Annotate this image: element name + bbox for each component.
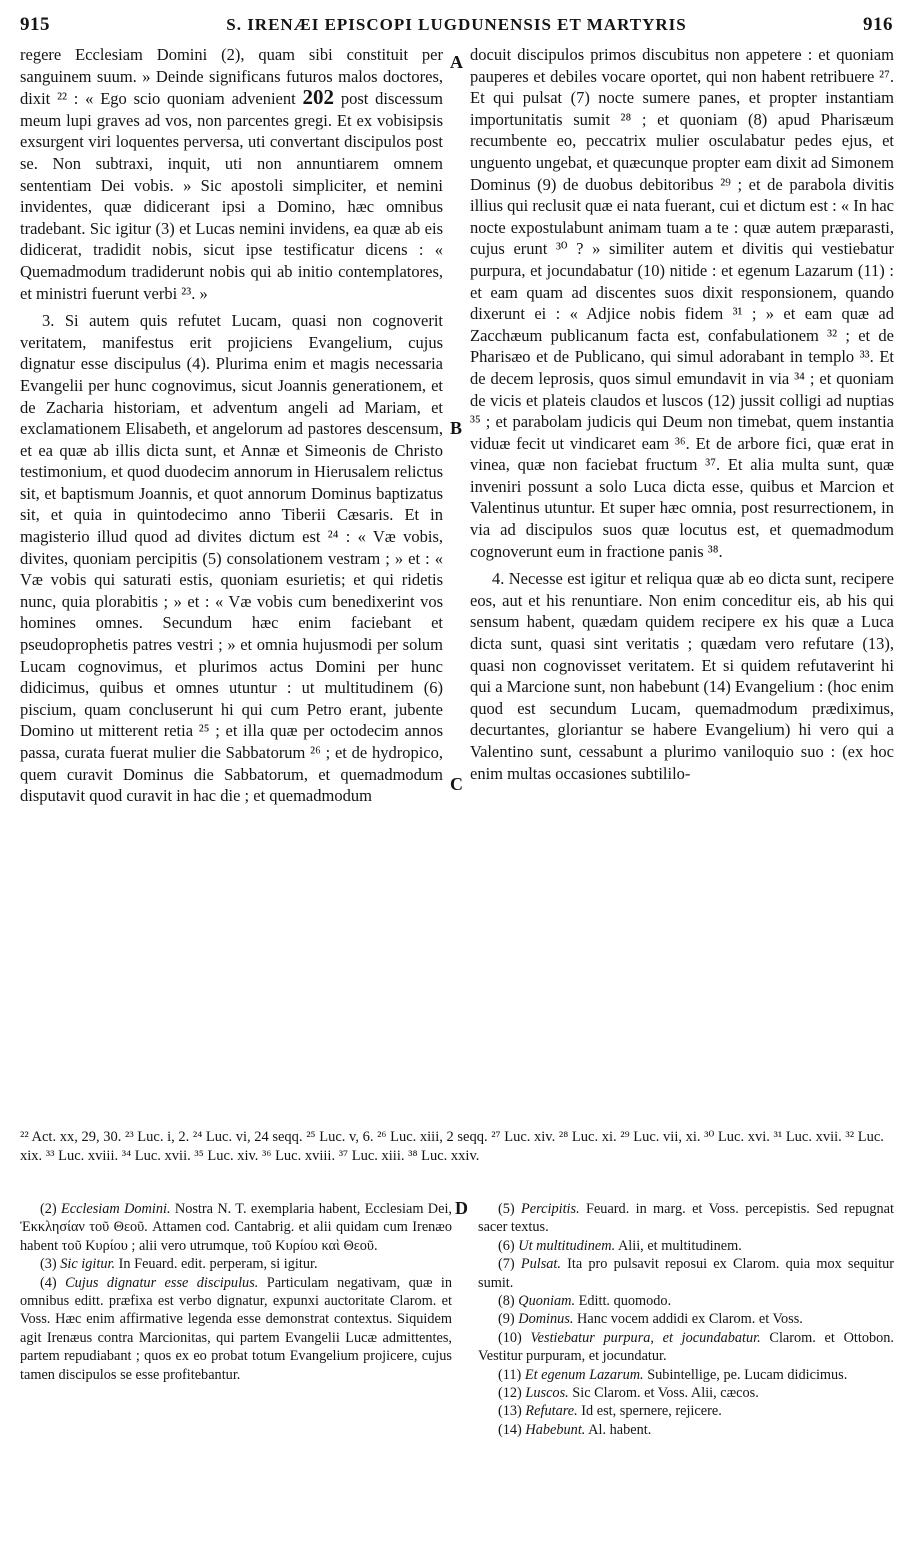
footnote [478, 1421, 894, 1439]
paragraph: 4. Necesse est igitur et reliqua quæ ab eo dicta sunt, recipere eos, aut et his renuntiare. Non enim conceditur eis, ab his qui sensum habent, quædam quidem recipere ex his quæ a Luca dicta sunt, quasi sint veritatis ; quædam vero refutare (13), quasi non cognovisset veritatem. Et si quidem refutaverint hi qui a Marcione sunt, non habebunt (14) Evangelium : (hoc enim quod est secundum Lucam, quemadmodum prædiximus, decurtantes, gloriantur se habere Evangelium) hi vero qui a Valentino sunt, cessabunt a plurimo vaniloquio suo : (ex hoc enim multas occasiones subtililo- [470, 569, 894, 783]
footnotes-right [478, 1200, 894, 1439]
reference-item: ³² Luc. xix. [20, 1129, 884, 1164]
reference-item: ³⁴ Luc. xvii. [121, 1148, 191, 1164]
footnote [20, 1200, 452, 1255]
footnote-lemma: Vestiebatur purpura, et jocundabatur. [530, 1329, 761, 1346]
footnote-text: Particulam negativam, quæ in omnibus editt. præfixa est verbo dignatur, expunxi auctoritate Clarom. et Voss. Hæc enim affirmative legenda esse demonstrat contextus. Siquidem agit Irenæus contra Marcionitas, qui partem Evangelii Lucæ admittentes, partem repudiabant ; quos ex eo probat totum Evangelium projicere, cujus tamen discipulos se esse profitebantur. [20, 1274, 453, 1383]
footnote [478, 1200, 894, 1237]
footnote-label: (4) [40, 1274, 66, 1291]
footnote-text: Editt. quomodo. [575, 1293, 672, 1310]
footnote-lemma: Cujus dignatur esse discipulus. [65, 1274, 259, 1291]
footnote-text: Ita pro pulsavit reposui ex Clarom. quia mox sequitur sumit. [478, 1256, 894, 1291]
footnote-lemma: Et egenum Lazarum. [524, 1366, 644, 1383]
reference-item: ²⁵ Luc. v, 6. [306, 1129, 374, 1145]
footnote-text: Id est, spernere, rejicere. [577, 1403, 722, 1420]
footnote-label: (3) [40, 1256, 61, 1273]
page-number-left: 915 [20, 14, 50, 35]
margin-marker-c: C [450, 774, 463, 794]
scripture-references [20, 1128, 893, 1166]
left-text-column [20, 44, 443, 807]
paragraph: regere Ecclesiam Domini (2), quam sibi constituit per sanguinem suum. » Deinde significans futuros malos doctores, dixit ²² : « Ego scio quoniam advenient 202 post discessum meum lupi graves ad vos, non parcentes gregi. Et ex vobisipsis exsurgent viri loquentes perversa, uti convertant discipulos post se. Non subtraxi, inquit, uti non annuntiarem omnem sententiam Dei vobis. » Sic apostoli simpliciter, et nemini invidentes, quæ didicerant ipsi a Domino, hæc omnibus tradebant. Sic igitur (3) et Lucas nemini invidens, ea quæ ab eis didicerat, tradidit nobis, sicut ipse testificatur dicens : « Quemadmodum tradiderunt nobis qui ab initio contemplatores, et ministri fuerunt verbi ²³. » [20, 45, 443, 303]
footnote-text: Al. habent. [585, 1421, 652, 1438]
reference-item: ³⁵ Luc. xiv. [194, 1148, 259, 1164]
footnote-text: Hanc vocem addidi ex Clarom. et Voss. [573, 1311, 803, 1328]
margin-marker-b: B [450, 418, 463, 438]
footnote-lemma: Ecclesiam Domini. [61, 1201, 171, 1217]
margin-marker-d: D [455, 1198, 468, 1218]
footnote-text: Nostra N. T. exemplaria habent, Ecclesiam Dei, Ἐκκλησίαν τοῦ Θεοῦ. Attamen cod. Cantabrig. et alii quidam cum Irenæo habent τοῦ Κυρίου ; alii vero utrumque, τοῦ Κυρίου καὶ Θεοῦ. [20, 1201, 452, 1254]
footnote-lemma: Ut multitudinem. [518, 1237, 616, 1254]
footnote-lemma: Luscos. [525, 1385, 569, 1402]
footnote [478, 1329, 894, 1366]
reference-item: ³⁷ Luc. xiii. [338, 1148, 405, 1164]
footnote-text: Sic Clarom. et Voss. Alii, cæcos. [568, 1385, 759, 1402]
footnote-lemma: Pulsat. [520, 1256, 561, 1273]
footnote [478, 1255, 894, 1292]
footnote-label: (2) [40, 1201, 61, 1217]
reference-item: ³⁸ Luc. xxiv. [408, 1148, 480, 1164]
footnote-lemma: Percipitis. [521, 1201, 580, 1217]
footnote-lemma: Quoniam. [518, 1293, 576, 1310]
running-header [20, 14, 893, 40]
footnote-text: Alii, et multitudinem. [615, 1237, 742, 1254]
footnote-label: (14) [498, 1421, 526, 1438]
reference-item: ²⁷ Luc. xiv. [491, 1129, 556, 1145]
footnote-text: Feuard. in marg. et Voss. percepistis. Sed repugnat sacer textus. [478, 1201, 895, 1236]
page-number-right: 916 [863, 14, 893, 35]
margin-marker-a: A [450, 52, 463, 72]
footnote-label: (5) [498, 1201, 522, 1217]
footnote-lemma: Sic igitur. [60, 1256, 116, 1273]
footnote-label: (6) [498, 1237, 519, 1254]
footnote-label: (8) [498, 1293, 519, 1310]
footnote-text: Subintellige, pe. Lucam didicimus. [643, 1366, 848, 1383]
footnote-label: (11) [498, 1366, 525, 1383]
footnote [478, 1292, 894, 1310]
footnote [478, 1402, 894, 1420]
reference-item: ³¹ Luc. xvii. [773, 1129, 842, 1145]
right-text-column [470, 44, 894, 784]
reference-item: ³⁶ Luc. xviii. [262, 1148, 336, 1164]
running-title: S. IRENÆI EPISCOPI LUGDUNENSIS ET MARTYRIS [226, 15, 687, 34]
footnote-label: (12) [498, 1385, 526, 1402]
footnote-label: (13) [498, 1403, 526, 1420]
footnote-text: In Feuard. edit. perperam, si igitur. [115, 1256, 318, 1273]
footnote-label: (7) [498, 1256, 521, 1273]
reference-item: ²⁸ Luc. xi. [558, 1129, 617, 1145]
footnote-lemma: Habebunt. [525, 1421, 586, 1438]
reference-item: ³³ Luc. xviii. [45, 1148, 119, 1164]
footnote [20, 1255, 452, 1273]
footnote [478, 1310, 894, 1328]
column-number: 202 [302, 85, 335, 110]
reference-item: ³⁰ Luc. xvi. [704, 1129, 770, 1145]
footnote [20, 1274, 452, 1384]
footnote-lemma: Refutare. [525, 1403, 578, 1420]
footnotes-left [20, 1200, 452, 1384]
footnote-text: Clarom. et Ottobon. Vestitur purpuram, et jocundatur. [478, 1329, 895, 1365]
footnote-label: (10) [498, 1329, 531, 1346]
footnote [478, 1366, 894, 1384]
footnote [478, 1384, 894, 1402]
footnote-lemma: Dominus. [518, 1311, 574, 1328]
reference-item: ²⁹ Luc. vii, xi. [620, 1129, 701, 1145]
footnote [478, 1237, 894, 1255]
reference-item: ²² Act. xx, 29, 30. [20, 1129, 122, 1145]
reference-item: ²⁴ Luc. vi, 24 seqq. [192, 1129, 303, 1145]
reference-item: ²³ Luc. i, 2. [124, 1129, 190, 1145]
paragraph: 3. Si autem quis refutet Lucam, quasi non cognoverit veritatem, manifestus erit projiciens Evangelium, cujus dignatur esse discipulus (4). Plurima enim et magis necessaria Evangelii per hunc cognovimus, sicut Joannis generationem, et de Zacharia historiam, et adventum angeli ad Mariam, et exclamationem Elisabeth, et angelorum ad pastores descensum, et ea quæ ab illis dicta sunt, et Annæ et Simeonis de Christo testimonium, et quod duodecim annorum in Hierusalem relictus sit, et baptismum Joannis, et quot annorum Dominus baptizatus sit, et quia in quintodecimo anno Tiberii Cæsaris. Et in magisterio illud quod ad divites dictum est ²⁴ : « Væ vobis, divites, quoniam percipitis (5) consolationem vestram ; » et : « Væ vobis qui saturati estis, quoniam esurietis; et qui ridetis nunc, quia plorabitis ; » et : « Væ vobis cum benedixerint vos homines omnes. Secundum hæc enim faciebant et pseudoprophetis patres vestri ; » et omnia hujusmodi per solum Lucam cognovimus, et plurimos actus Domini per hunc didicimus, quibus et omnes utuntur : ut multitudinem (6) piscium, quam concluserunt hi qui cum Petro erant, jubente Domino ut mitterent retia ²⁵ ; et illa quæ per octodecim annos passa, curata fuerat mulier die Sabbatorum ²⁶ ; et de hydropico, quem curavit Dominus die Sabbatorum, et quemadmodum disputavit quod curavit in hac die ; et quemadmodum [20, 311, 443, 806]
paragraph: docuit discipulos primos discubitus non appetere : et quoniam pauperes et debiles vocare oportet, qui non habent retribuere ²⁷. Et qui pulsat (7) nocte sumere panes, et propter instantiam importunitatis sumit ²⁸ ; et quoniam (8) apud Pharisæum recumbente eo, peccatrix mulier osculabatur pedes ejus, et unguento ungebat, et quæcunque propter eam dixit ad Simonem Dominus (9) de duobus debitoribus ²⁹ ; et de parabola divitis illius qui reclusit quæ ei nata fuerant, cui et dictum est : « In hac nocte expostulabunt animam tuam a te : quæ autem præparasti, cujus erunt ³⁰ ? » similiter autem et divitis qui vestiebatur purpura, et jocundabatur (10) nitide : et egenum Lazarum (11) : et eam quam ad discentes suos dixit responsionem, quando dixerunt ei : « Adjice nobis fidem ³¹ ; » et eam quæ ad Zacchæum publicanum facta est, confabulationem ³² ; et de Pharisæo et de Publicano, qui simul adorabant in templo ³³. Et de decem leprosis, quos simul emundavit in via ³⁴ ; et quoniam de vicis et plateis claudos et luscos (12) jussit colligi ad nuptias ³⁵ ; et parabolam judicis qui Deum non timebat, quem instantia viduæ fecit ut vindicaret eam ³⁶. Et de arbore fici, quæ erat in vinea, quæ non faciebat fructum ³⁷. Et alia multa sunt, quæ inveniri possunt a solo Luca dicta esse, quibus et Marcion et Valentinus utuntur. Et super hæc omnia, post resurrectionem, in via ad discipulos suos quæ locutus est, et quemadmodum cognoverunt eum in fractione panis ³⁸. [470, 45, 894, 561]
footnote-label: (9) [498, 1311, 519, 1328]
reference-item: ²⁶ Luc. xiii, 2 seqq. [377, 1129, 488, 1145]
